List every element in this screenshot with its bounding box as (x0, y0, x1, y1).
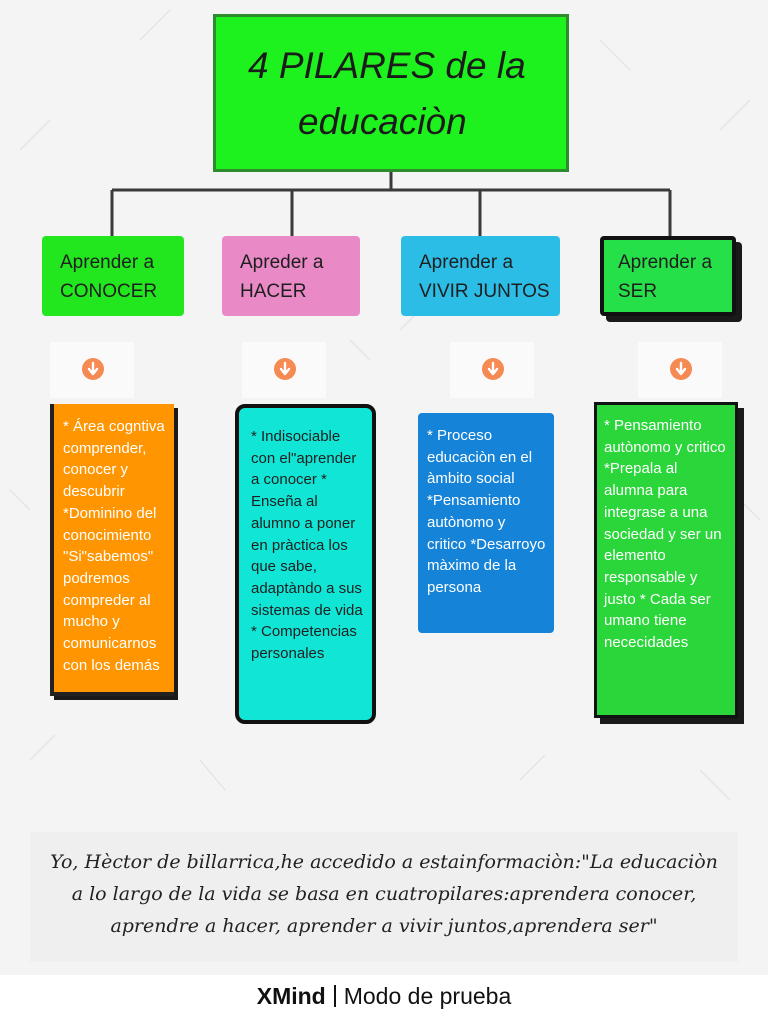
arrow-down-container (50, 342, 134, 398)
pillar-ser (600, 236, 736, 316)
detail-box-hacer (235, 404, 376, 724)
trial-mode-label: Modo de prueba (343, 983, 512, 1009)
title-line-1: 4 PILARES de la (248, 45, 526, 86)
pillar-label-line1: Aprender a (419, 252, 514, 273)
arrow-down-icon (82, 358, 104, 380)
footer-note (30, 832, 738, 962)
pillar-hacer (222, 236, 360, 316)
pillar-label-line2: VIVIR JUNTOS (419, 281, 550, 302)
pillar-label-line1: Aprender a (618, 252, 713, 273)
detail-text: * Área cogntiva comprender, conocer y descubrir *Dominino del conocimiento "Si"sabemos" podremos compreder al mucho y comunicarnos con los demás (63, 418, 165, 674)
detail-box-conocer (50, 404, 174, 696)
watermark-bar (0, 975, 768, 1024)
xmind-logo: XMind (256, 983, 326, 1009)
watermark-divider (334, 985, 336, 1007)
arrow-down-icon (482, 358, 504, 380)
arrow-down-container (242, 342, 326, 398)
pillar-label-line2: CONOCER (60, 281, 158, 302)
arrow-down-container (450, 342, 534, 398)
pillar-label-line1: Aprender a (60, 252, 155, 273)
title-line-2: educaciòn (298, 101, 467, 142)
detail-text: * Indisociable con el"aprender a conocer * Enseña al alumno a poner en pràctica los que sabe, adaptàndo a sus sistemas de vida * Competencias personales (251, 428, 363, 663)
note-text: Yo, Hèctor de billarrica,he accedido a estainformaciòn:"La educaciòn a lo largo de la vida se basa en cuatropilares:aprendera conocer, aprendre a hacer, aprender a vivir juntos,aprendera ser" (50, 851, 718, 937)
pillar-label-line1: Apreder a (240, 252, 324, 273)
pillar-conocer (42, 236, 184, 316)
detail-text: * Proceso educaciòn en el àmbito social *Pensamiento autònomo y critico *Desarroyo màximo de la persona (427, 427, 546, 596)
arrow-down-icon (670, 358, 692, 380)
watermark (0, 983, 768, 1010)
arrow-down-icon (274, 358, 296, 380)
detail-text: * Pensamiento autònomo y critico *Prepala al alumna para integrase a una sociedad y ser un elemento responsable y justo * Cada ser umano tiene nececidades (604, 417, 726, 652)
pillar-label-line2: SER (618, 281, 658, 302)
detail-box-ser (594, 402, 738, 718)
main-title-box (213, 14, 569, 172)
pillar-vivir-juntos (401, 236, 560, 316)
arrow-down-container (638, 342, 722, 398)
detail-box-vivir-juntos (418, 413, 554, 633)
pillar-label-line2: HACER (240, 281, 307, 302)
